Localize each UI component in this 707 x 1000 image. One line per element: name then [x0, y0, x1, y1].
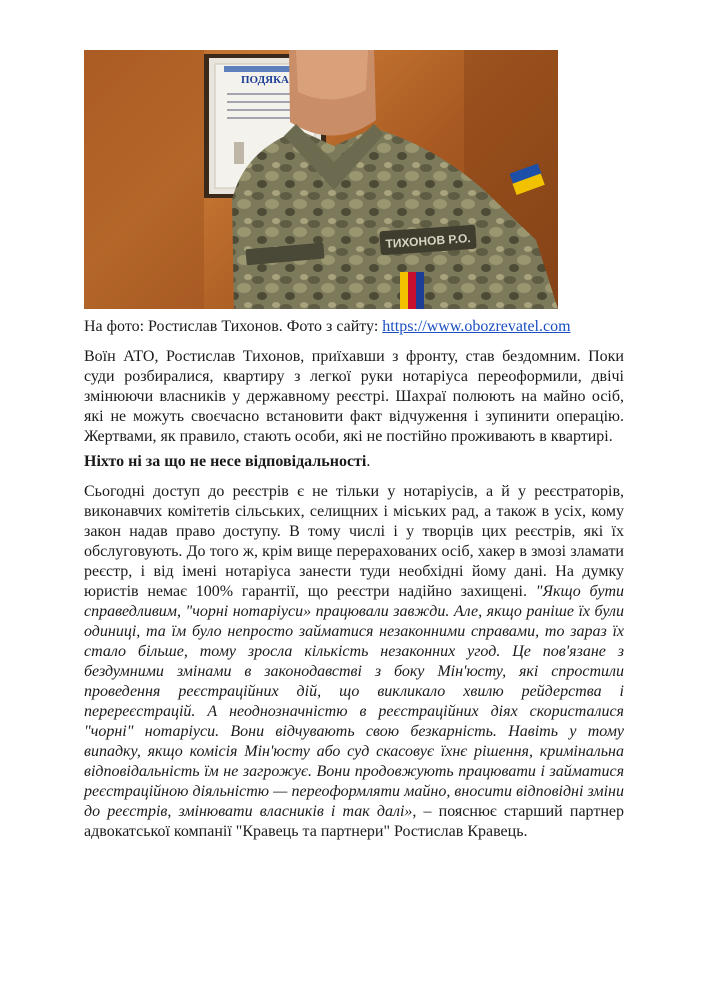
- lawyer-quote: "Якщо бути справедливим, "чорні нотаріуси» працювали завжди. Але, якщо раніше їх були одиниці, та їм було непросто займатися незаконними справами, то зараз їх стало більше, тому зросла кількість незаконних угод. Це пов'язане з бездумними змінами в законодавстві з боку Мін'юсту, які спростили проведення реєстраційних дій, що викликало хвилю рейдерства і перереєстрацій. А неоднозначністю в реєстраційних діях скористалися "чорні" нотаріуси. Вони відчувають свою безкарність. Навіть у тому випадку, якщо комісія Мін'юсту або суд скасовує їхнє рішення, кримінальна відповідальність їм не загрожує. Вони продовжують працювати і займатися реєстраційною діяльністю — переоформляти майно, вносити відповідні зміни до реєстрів, змінювати власників і так далі»: [84, 583, 625, 820]
- article-photo: [84, 50, 558, 309]
- section-heading: [84, 452, 370, 472]
- medal-ribbon: [400, 272, 424, 309]
- photo-illustration: [84, 50, 558, 309]
- section-heading-period: .: [366, 453, 371, 470]
- paragraph-2: [84, 482, 624, 842]
- svg-text:ТИХОНОВ Р.О.: ТИХОНОВ Р.О.: [385, 231, 472, 251]
- caption-text: На фото: Ростислав Тихонов. Фото з сайту:: [84, 318, 383, 335]
- caption-source-link[interactable]: https://www.obozrevatel.com: [382, 318, 571, 335]
- quote-attribution: , – пояснює старший партнер адвокатської компанії "Кравець та партнери" Ростислав Кравець.: [84, 803, 624, 840]
- paragraph-1: Воїн АТО, Ростислав Тихонов, приїхавши з фронту, став бездомним. Поки суди розбиралися, квартиру з легкої руки нотаріуса переоформили, двічі змінюючи власників у державному реєстрі. Шахраї полюють на майно осіб, які не можуть своєчасно встановити факт відчуження і зупинити операцію. Жертвами, як правило, стають особи, які не постійно проживають в квартирі.: [84, 348, 624, 445]
- photo-caption: [84, 317, 644, 337]
- paragraph-2-text: Сьогодні доступ до реєстрів є не тільки у нотаріусів, а й у реєстраторів, виконавчих комітетів сільських, селищних і міських рад, а також в усіх, кому закон надав право доступу. В тому числі і у творців цих реєстрів, які їх обслуговують. До того ж, крім вище перерахованих осіб, хакер в змозі зламати реєстр, і від імені нотаріуса занести туди необхідні йому дані. На думку юристів немає 100% гарантії, що реєстри надійно захищені.: [84, 483, 624, 600]
- section-heading-bold: Ніхто ні за що не несе відповідальності: [84, 453, 367, 470]
- certificate-title: ПОДЯКА: [241, 74, 289, 86]
